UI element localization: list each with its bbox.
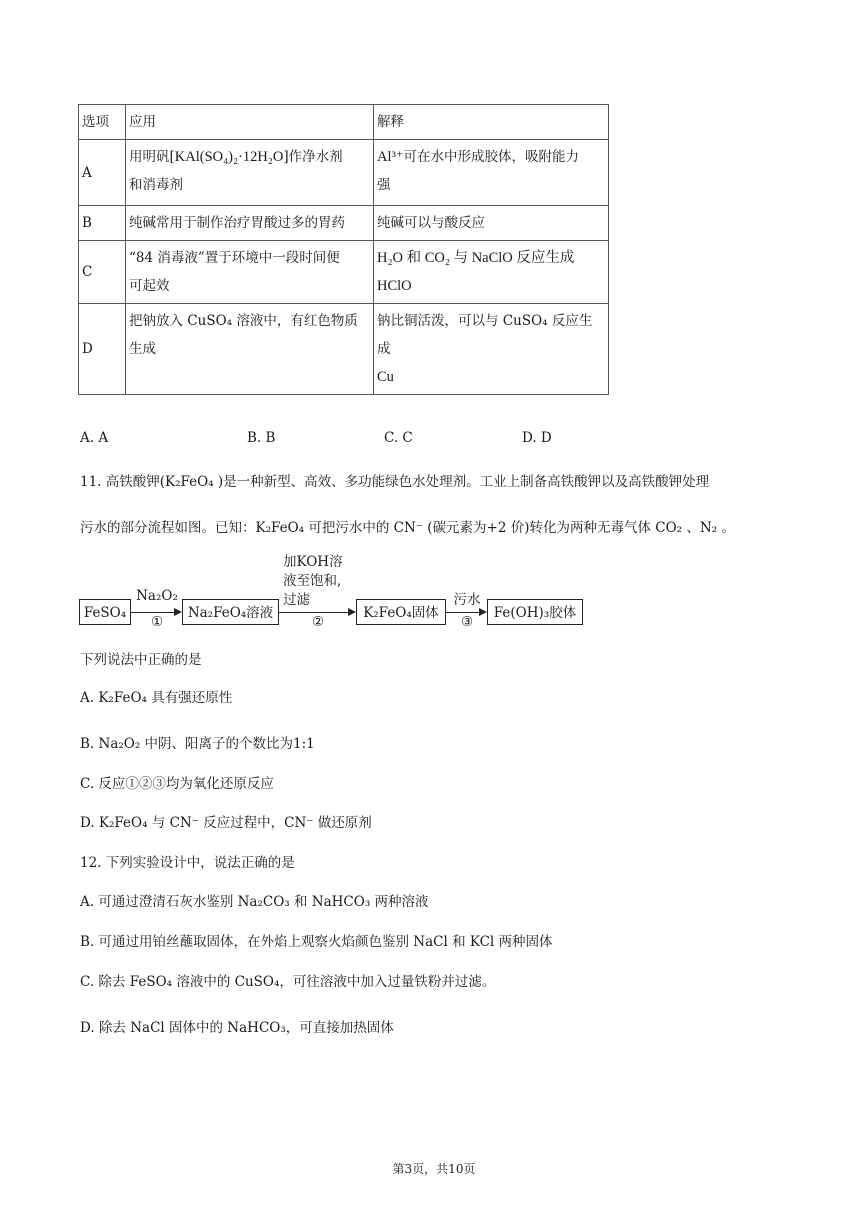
table-row — [79, 206, 609, 241]
table-header-row — [79, 105, 609, 140]
table-row — [79, 304, 609, 395]
table-header: 应用 — [126, 105, 374, 140]
choice-d: D. D — [522, 430, 552, 446]
table-cell-app — [126, 241, 374, 304]
flow-label-reagent-3: 污水 — [453, 592, 481, 608]
q11-option-d: D. K₂FeO₄ 与 CN⁻ 反应过程中，CN⁻ 做还原剂 — [80, 815, 372, 831]
table-cell-exp — [374, 241, 609, 304]
choice-a: A. A — [80, 430, 109, 446]
formula: KAl(SO₄)₂·12H₂O — [174, 149, 284, 165]
q11-prompt: 下列说法中正确的是 — [80, 652, 202, 668]
app-text: ]作净水剂 — [283, 149, 343, 165]
q12-option-d: D. 除去 NaCl 固体中的 NaHCO₃，可直接加热固体 — [80, 1020, 394, 1036]
flow-box-k2feo4: K₂FeO₄固体 — [356, 599, 446, 625]
q12-option-c: C. 除去 FeSO₄ 溶液中的 CuSO₄，可往溶液中加入过量铁粉并过滤。 — [80, 974, 496, 990]
flow-arrow-3 — [446, 612, 480, 613]
table-cell-exp — [374, 140, 609, 206]
table-cell-app: 纯碱常用于制作治疗胃酸过多的胃药 — [126, 206, 374, 241]
table-cell-option: B — [79, 206, 126, 241]
app-text: “84 消毒液”置于环境中一段时间便 — [129, 250, 340, 266]
flow-arrow-2 — [279, 612, 349, 613]
flow-label-reagent-2c: 过滤 — [283, 592, 310, 608]
table-row — [79, 140, 609, 206]
q11-stem-line1: 11. 高铁酸钾(K₂FeO₄ )是一种新型、高效、多功能绿色水处理剂。工业上制备高铁酸钾以及高铁酸钾处理 — [80, 474, 710, 490]
flow-label-reagent-2a: 加KOH溶 — [283, 554, 343, 570]
formula: Al³⁺ — [377, 149, 404, 165]
app-text: 用明矾[ — [129, 149, 175, 165]
table-header: 选项 — [79, 105, 126, 140]
flow-box-feoh3: Fe(OH)₃胶体 — [487, 599, 583, 625]
flow-label-step-2: ② — [311, 614, 325, 630]
table-cell-option: D — [79, 304, 126, 395]
q12-stem: 12. 下列实验设计中，说法正确的是 — [80, 855, 295, 871]
q12-option-b: B. 可通过用铂丝蘸取固体，在外焰上观察火焰颜色鉴别 NaCl 和 KCl 两种固体 — [80, 934, 553, 950]
flow-box-na2feo4: Na₂FeO₄溶液 — [182, 599, 279, 625]
exp-text: HClO — [377, 278, 412, 294]
app-text: 生成 — [129, 341, 156, 357]
exp-text: H₂O 和 CO₂ 与 NaClO 反应生成 — [377, 250, 575, 266]
q11-option-b: B. Na₂O₂ 中阴、阳离子的个数比为1:1 — [80, 736, 315, 752]
q11-option-a: A. K₂FeO₄ 具有强还原性 — [80, 690, 233, 706]
flow-label-step-1: ① — [150, 614, 164, 630]
table-cell-option: A — [79, 140, 126, 206]
app-text: 和消毒剂 — [129, 177, 183, 193]
table-cell-option: C — [79, 241, 126, 304]
choice-b: B. B — [247, 430, 276, 446]
app-text: 可起效 — [129, 278, 170, 294]
exp-text: 可在水中形成胶体，吸附能力 — [403, 149, 580, 165]
table-row — [79, 241, 609, 304]
flow-label-step-3: ③ — [460, 614, 474, 630]
flow-label-reagent-1: Na₂O₂ — [136, 588, 178, 604]
options-table — [78, 104, 609, 395]
q11-stem-line2: 污水的部分流程如图。已知：K₂FeO₄ 可把污水中的 CN⁻ (碳元素为+2 价)转化为两种无毒气体 CO₂ 、N₂ 。 — [80, 520, 735, 536]
flow-box-feso4: FeSO₄ — [79, 599, 131, 625]
exp-text: 强 — [377, 177, 391, 193]
q12-option-a: A. 可通过澄清石灰水鉴别 Na₂CO₃ 和 NaHCO₃ 两种溶液 — [80, 894, 429, 910]
flow-arrow-1 — [131, 612, 175, 613]
table-cell-app — [126, 304, 374, 395]
exp-text: Cu — [377, 369, 394, 385]
table-cell-exp — [374, 304, 609, 395]
exp-text: 钠比铜活泼，可以与 CuSO₄ 反应生 — [377, 313, 593, 329]
app-text: 把钠放入 CuSO₄ 溶液中，有红色物质 — [129, 313, 358, 329]
page-footer: 第3页，共10页 — [392, 1162, 476, 1176]
table-cell-exp: 纯碱可以与酸反应 — [374, 206, 609, 241]
exp-text: 成 — [377, 341, 391, 357]
table-cell-app — [126, 140, 374, 206]
flow-label-reagent-2b: 液至饱和, — [283, 573, 342, 589]
choice-c: C. C — [384, 430, 413, 446]
table-header: 解释 — [374, 105, 609, 140]
q11-option-c: C. 反应①②③均为氧化还原反应 — [80, 776, 274, 792]
